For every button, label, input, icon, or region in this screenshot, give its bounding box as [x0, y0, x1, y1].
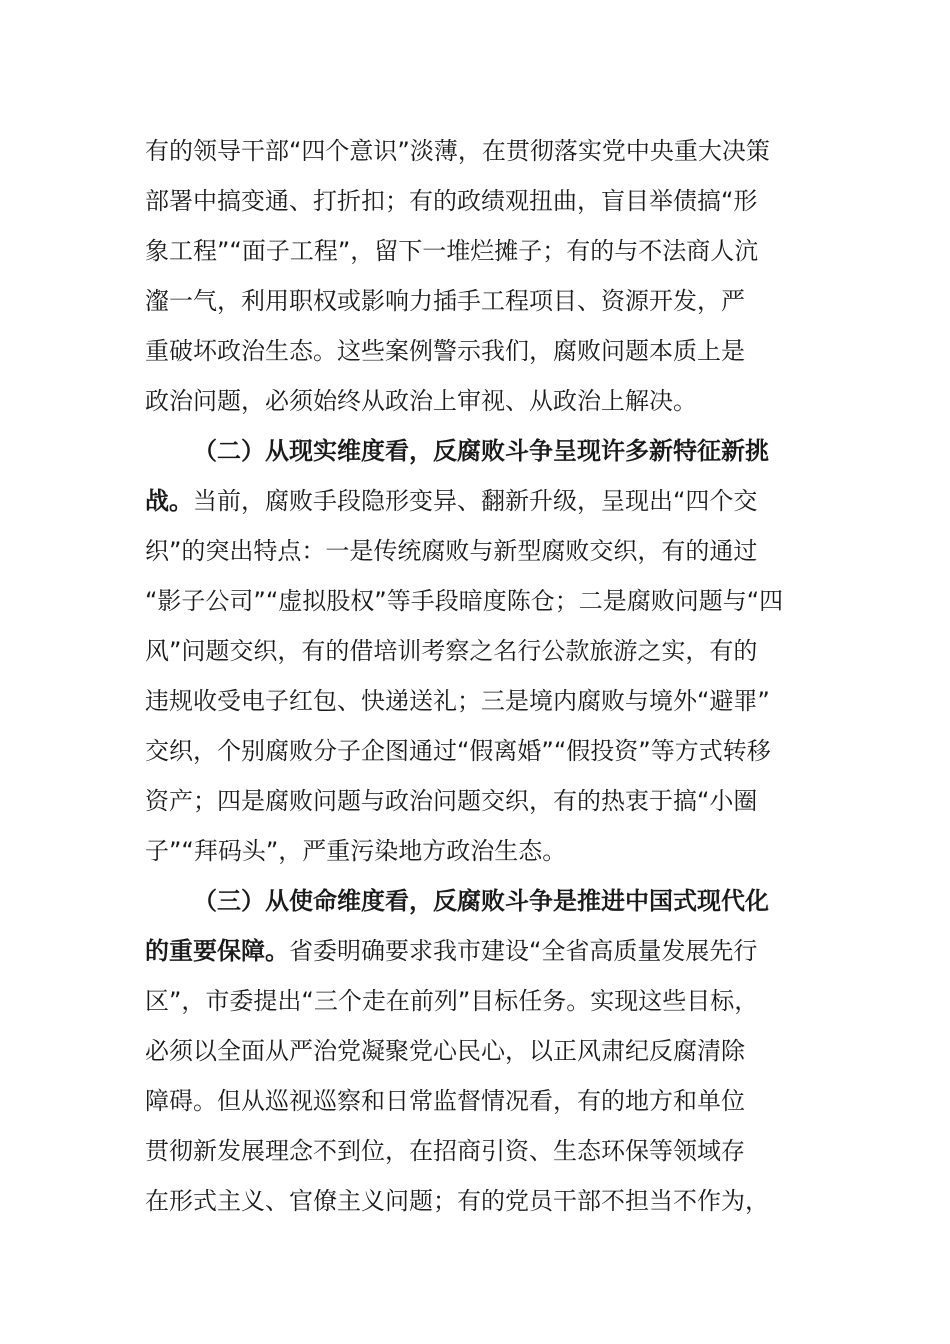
text-line: 必须以全面从严治党凝聚党心民心，以正风肃纪反腐清除 — [145, 1037, 745, 1065]
text-line: 在形式主义、官僚主义问题；有的党员干部不担当不作为， — [145, 1187, 769, 1215]
text-line: 区”，市委提出“三个走在前列”目标任务。实现这些目标， — [145, 987, 759, 1015]
text-line: 象工程”“面子工程”，留下一堆烂摊子；有的与不法商人沆 — [145, 237, 759, 265]
section-heading: （三）从使命维度看，反腐败斗争是推进中国式现代化 — [193, 887, 769, 915]
text-line: 风”问题交织，有的借培训考察之名行公款旅游之实，有的 — [145, 637, 758, 665]
text-line: 障碍。但从巡视巡察和日常监督情况看，有的地方和单位 — [145, 1087, 745, 1115]
text-line — [145, 926, 805, 976]
text-line: 部署中搞变通、打折扣；有的政绩观扭曲，盲目举债搞“形 — [145, 187, 758, 215]
text-line: 瀣一气，利用职权或影响力插手工程项目、资源开发，严 — [145, 287, 745, 315]
text-run: 当前，腐败手段隐形变异、翻新升级，呈现出“四个交 — [193, 487, 758, 515]
text-line: 重破坏政治生态。这些案例警示我们，腐败问题本质上是 — [145, 337, 745, 365]
paragraph-1 — [145, 126, 805, 426]
text-line: “影子公司”“虚拟股权”等手段暗度陈仓；二是腐败问题与“四 — [145, 587, 784, 615]
text-line: 资产；四是腐败问题与政治问题交织，有的热衷于搞“小圈 — [145, 787, 758, 815]
text-line: 交织，个别腐败分子企图通过“假离婚”“假投资”等方式转移 — [145, 737, 771, 765]
text-line: 违规收受电子红包、快递送礼；三是境内腐败与境外“避罪” — [145, 687, 770, 715]
text-line — [145, 476, 805, 526]
paragraph-3 — [145, 876, 805, 1226]
paragraph-2 — [145, 426, 805, 876]
text-line: 政治问题，必须始终从政治上审视、从政治上解决。 — [145, 387, 697, 415]
text-line: 有的领导干部“四个意识”淡薄，在贯彻落实党中央重大决策 — [145, 137, 770, 165]
section-heading-end: 的重要保障。 — [145, 937, 289, 965]
document-body — [145, 126, 805, 1226]
text-line: 贯彻新发展理念不到位，在招商引资、生态环保等领域存 — [145, 1137, 745, 1165]
text-line: 织”的突出特点：一是传统腐败与新型腐败交织，有的通过 — [145, 537, 758, 565]
section-heading-end: 战。 — [145, 487, 193, 515]
text-line: 子”“拜码头”，严重污染地方政治生态。 — [145, 837, 567, 865]
text-run: 省委明确要求我市建设“全省高质量发展先行 — [289, 937, 758, 965]
section-heading: （二）从现实维度看，反腐败斗争呈现许多新特征新挑 — [193, 437, 769, 465]
